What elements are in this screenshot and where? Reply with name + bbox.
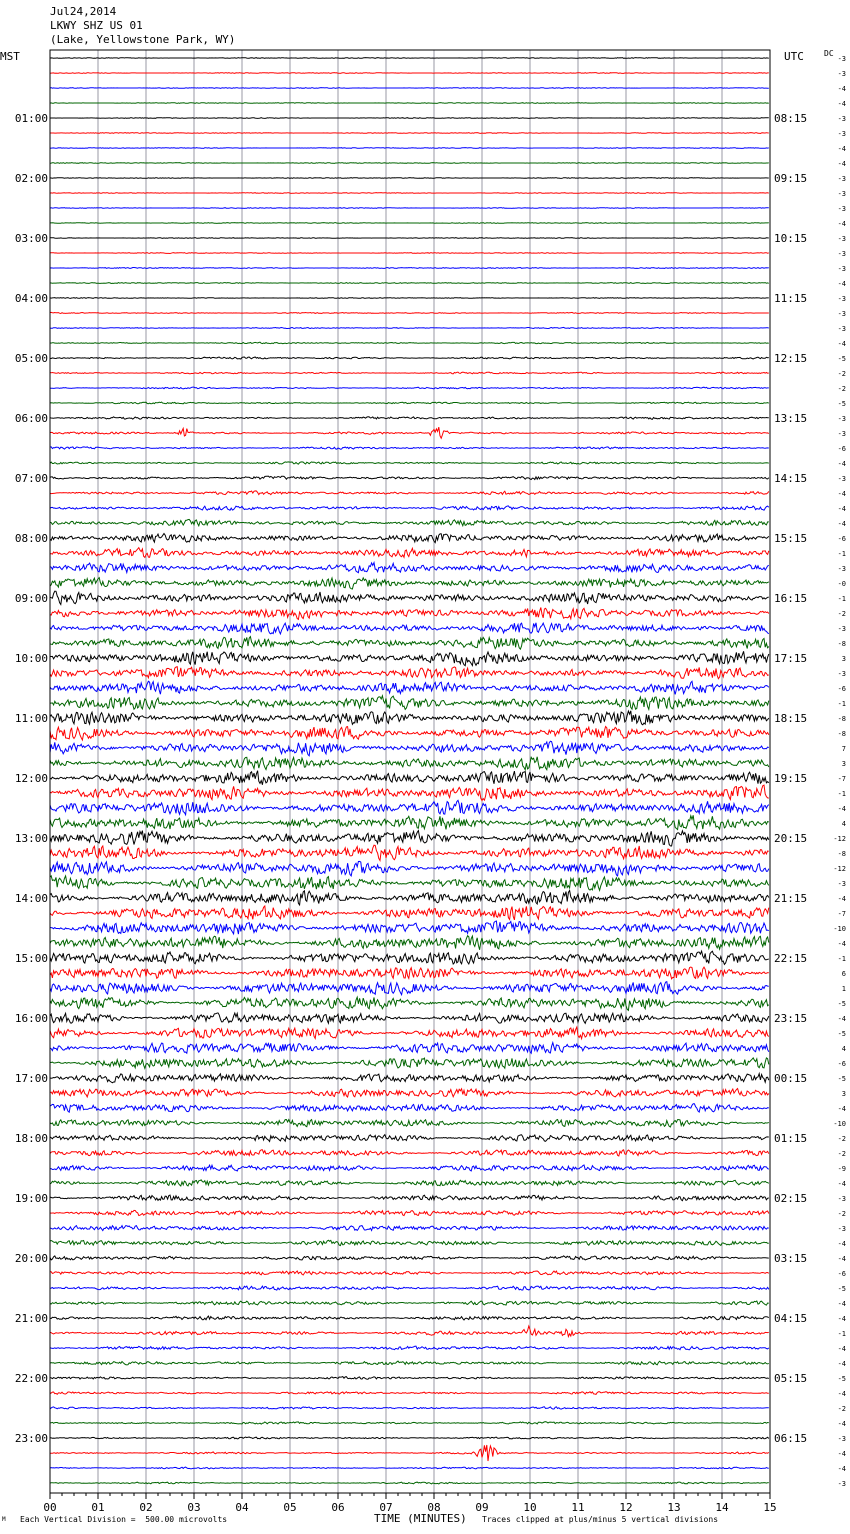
dc-offset-label: -1 — [837, 1330, 846, 1338]
utc-hour-label: 02:15 — [774, 1192, 808, 1205]
utc-hour-label: 12:15 — [774, 352, 808, 365]
trace-19 — [50, 327, 769, 328]
chart-subtitle: (Lake, Yellowstone Park, WY) — [50, 33, 236, 46]
dc-offset-label: -4 — [837, 505, 846, 513]
utc-hour-label: 00:15 — [774, 1072, 808, 1085]
dc-offset-label: -8 — [837, 715, 846, 723]
dc-offset-label: 4 — [841, 1045, 846, 1053]
dc-offset-label: -5 — [837, 1075, 846, 1083]
dc-offset-label: -7 — [837, 910, 846, 918]
mst-hour-label: 23:00 — [14, 1432, 48, 1445]
utc-hour-labels — [774, 112, 807, 1445]
dc-offset-label: -3 — [837, 1195, 846, 1203]
dc-offset-label: -3 — [837, 415, 846, 423]
utc-axis-label: UTC — [784, 50, 804, 63]
dc-offset-label: -1 — [837, 790, 846, 798]
mst-hour-label: 22:00 — [14, 1372, 48, 1385]
utc-hour-label: 21:15 — [774, 892, 808, 905]
dc-offset-label: -0 — [837, 580, 846, 588]
trace-94 — [50, 1445, 769, 1461]
dc-offset-label: -4 — [837, 280, 846, 288]
dc-offset-label: -4 — [837, 805, 846, 813]
x-tick-label: 05 — [283, 1501, 297, 1514]
dc-offset-label: -4 — [837, 1255, 846, 1263]
trace-11 — [50, 208, 769, 209]
trace-17 — [50, 298, 769, 299]
x-tick-label: 15 — [763, 1501, 777, 1514]
utc-hour-label: 14:15 — [774, 472, 808, 485]
trace-73 — [50, 1135, 769, 1142]
trace-33 — [50, 534, 769, 543]
mst-hour-label: 01:00 — [14, 112, 48, 125]
trace-42 — [50, 667, 769, 679]
mst-hour-labels — [15, 112, 48, 1445]
mst-hour-label: 15:00 — [14, 952, 48, 965]
trace-16 — [50, 283, 769, 284]
dc-offset-label: -6 — [837, 535, 846, 543]
trace-43 — [50, 681, 769, 694]
x-tick-label: 01 — [91, 1501, 105, 1514]
x-tick-label: 12 — [619, 1501, 633, 1514]
trace-27 — [50, 447, 769, 449]
trace-71 — [50, 1104, 769, 1112]
trace-13 — [50, 238, 769, 239]
trace-21 — [50, 357, 769, 359]
dc-offset-labels — [833, 55, 846, 1488]
trace-92 — [50, 1422, 769, 1424]
dc-offset-label: -3 — [837, 55, 846, 63]
utc-hour-label: 17:15 — [774, 652, 808, 665]
x-axis-title: TIME (MINUTES) — [374, 1512, 467, 1525]
trace-30 — [50, 491, 769, 495]
dc-offset-label: -4 — [837, 1300, 846, 1308]
trace-85 — [50, 1316, 769, 1320]
minute-gridlines — [98, 50, 722, 1493]
trace-36 — [50, 578, 769, 589]
trace-76 — [50, 1180, 769, 1186]
trace-70 — [50, 1089, 769, 1098]
dc-offset-label: -3 — [837, 310, 846, 318]
dc-offset-label: -12 — [833, 865, 846, 873]
mst-hour-label: 03:00 — [14, 232, 48, 245]
dc-offset-label: -3 — [837, 1435, 846, 1443]
dc-offset-label: -4 — [837, 520, 846, 528]
trace-83 — [50, 1286, 769, 1290]
dc-offset-label: -2 — [837, 1135, 846, 1143]
trace-39 — [50, 623, 769, 634]
dc-offset-label: -1 — [837, 595, 846, 603]
utc-hour-label: 20:15 — [774, 832, 808, 845]
dc-offset-label: -3 — [837, 880, 846, 888]
dc-offset-label: -4 — [837, 1240, 846, 1248]
dc-offset-label: -2 — [837, 1405, 846, 1413]
mst-axis-label: MST — [0, 50, 20, 63]
trace-15 — [50, 268, 769, 269]
dc-offset-label: -3 — [837, 190, 846, 198]
utc-hour-label: 01:15 — [774, 1132, 808, 1145]
trace-96 — [50, 1482, 769, 1484]
utc-hour-label: 15:15 — [774, 532, 808, 545]
trace-31 — [50, 506, 769, 510]
trace-78 — [50, 1210, 769, 1215]
dc-offset-label: -3 — [837, 325, 846, 333]
mst-hour-label: 14:00 — [14, 892, 48, 905]
clip-note: Traces clipped at plus/minus 5 vertical divisions — [482, 1515, 719, 1524]
trace-82 — [50, 1271, 769, 1275]
trace-61 — [50, 951, 769, 964]
trace-40 — [50, 637, 769, 650]
dc-offset-label: -3 — [837, 430, 846, 438]
dc-offset-label: -1 — [837, 550, 846, 558]
trace-52 — [50, 815, 769, 829]
trace-81 — [50, 1256, 769, 1260]
x-tick-label: 13 — [667, 1501, 681, 1514]
mst-hour-label: 08:00 — [14, 532, 48, 545]
trace-37 — [50, 591, 769, 604]
trace-64 — [50, 997, 769, 1010]
trace-26 — [50, 427, 769, 438]
trace-53 — [50, 831, 769, 846]
trace-24 — [50, 402, 769, 404]
dc-offset-label: -2 — [837, 610, 846, 618]
trace-45 — [50, 711, 769, 725]
trace-8 — [50, 163, 769, 164]
trace-38 — [50, 608, 769, 620]
dc-offset-label: -3 — [837, 625, 846, 633]
dc-offset-label: -3 — [837, 1225, 846, 1233]
mst-hour-label: 06:00 — [14, 412, 48, 425]
trace-20 — [50, 342, 769, 344]
dc-offset-label: -4 — [837, 160, 846, 168]
dc-offset-label: -3 — [837, 1480, 846, 1488]
mst-hour-label: 12:00 — [14, 772, 48, 785]
mst-hour-label: 04:00 — [14, 292, 48, 305]
trace-2 — [50, 73, 769, 74]
trace-75 — [50, 1165, 769, 1171]
trace-80 — [50, 1240, 769, 1245]
dc-offset-label: -2 — [837, 1150, 846, 1158]
logo-mark: M — [2, 1516, 6, 1523]
dc-offset-label: -4 — [837, 1450, 846, 1458]
trace-7 — [50, 148, 769, 149]
trace-49 — [50, 771, 769, 785]
trace-62 — [50, 967, 769, 979]
trace-46 — [50, 727, 769, 741]
dc-offset-label: -4 — [837, 940, 846, 948]
mst-hour-label: 19:00 — [14, 1192, 48, 1205]
mst-hour-label: 07:00 — [14, 472, 48, 485]
mst-hour-label: 21:00 — [14, 1312, 48, 1325]
trace-91 — [50, 1407, 769, 1409]
trace-6 — [50, 133, 769, 134]
utc-hour-label: 18:15 — [774, 712, 808, 725]
dc-offset-label: -9 — [837, 1165, 846, 1173]
trace-68 — [50, 1058, 769, 1068]
trace-51 — [50, 800, 769, 814]
dc-offset-label: -4 — [837, 1015, 846, 1023]
trace-60 — [50, 936, 769, 950]
trace-23 — [50, 387, 769, 389]
dc-offset-label: -3 — [837, 250, 846, 258]
trace-74 — [50, 1150, 769, 1156]
x-tick-label: 10 — [523, 1501, 537, 1514]
utc-hour-label: 11:15 — [774, 292, 808, 305]
utc-hour-label: 04:15 — [774, 1312, 808, 1325]
dc-offset-label: -3 — [837, 175, 846, 183]
utc-hour-label: 10:15 — [774, 232, 808, 245]
x-tick-label: 02 — [139, 1501, 153, 1514]
x-tick-label: 07 — [379, 1501, 393, 1514]
dc-offset-label: -4 — [837, 1105, 846, 1113]
dc-offset-label: -7 — [837, 775, 846, 783]
utc-hour-label: 13:15 — [774, 412, 808, 425]
dc-offset-label: -3 — [837, 205, 846, 213]
mst-hour-label: 05:00 — [14, 352, 48, 365]
dc-offset-label: -4 — [837, 460, 846, 468]
utc-hour-label: 19:15 — [774, 772, 808, 785]
utc-hour-label: 09:15 — [774, 172, 808, 185]
dc-offset-label: 6 — [841, 970, 846, 978]
dc-offset-label: -4 — [837, 895, 846, 903]
trace-89 — [50, 1377, 769, 1380]
trace-34 — [50, 548, 769, 558]
dc-offset-label: -1 — [837, 955, 846, 963]
utc-hour-label: 23:15 — [774, 1012, 808, 1025]
dc-offset-label: -4 — [837, 1360, 846, 1368]
utc-hour-label: 03:15 — [774, 1252, 808, 1265]
mst-hour-label: 02:00 — [14, 172, 48, 185]
trace-44 — [50, 696, 769, 710]
trace-28 — [50, 462, 769, 464]
trace-48 — [50, 757, 769, 770]
trace-35 — [50, 563, 769, 573]
dc-offset-label: -2 — [837, 385, 846, 393]
x-tick-label: 04 — [235, 1501, 249, 1514]
x-tick-label: 11 — [571, 1501, 585, 1514]
utc-hour-label: 22:15 — [774, 952, 808, 965]
mst-hour-label: 10:00 — [14, 652, 48, 665]
dc-offset-label: -6 — [837, 1270, 846, 1278]
dc-offset-label: -3 — [837, 565, 846, 573]
dc-offset-label: -4 — [837, 1315, 846, 1323]
dc-offset-label: 7 — [841, 745, 846, 753]
trace-55 — [50, 861, 769, 876]
trace-5 — [50, 118, 769, 119]
dc-offset-label: -4 — [837, 490, 846, 498]
x-axis-ticks — [43, 1493, 776, 1514]
dc-offset-label: -12 — [833, 835, 846, 843]
trace-77 — [50, 1195, 769, 1201]
trace-9 — [50, 178, 769, 179]
dc-offset-label: 3 — [841, 655, 846, 663]
dc-offset-label: -3 — [837, 475, 846, 483]
x-tick-label: 06 — [331, 1501, 345, 1514]
dc-offset-label: -4 — [837, 1345, 846, 1353]
mst-hour-label: 13:00 — [14, 832, 48, 845]
trace-67 — [50, 1043, 769, 1054]
dc-offset-label: 3 — [841, 760, 846, 768]
dc-offset-label: -4 — [837, 220, 846, 228]
trace-1 — [50, 58, 769, 59]
trace-88 — [50, 1361, 769, 1365]
dc-offset-label: 1 — [841, 985, 846, 993]
x-tick-label: 08 — [427, 1501, 441, 1514]
dc-offset-label: 4 — [841, 820, 846, 828]
dc-offset-label: -5 — [837, 1285, 846, 1293]
trace-12 — [50, 223, 769, 224]
trace-54 — [50, 845, 769, 860]
trace-4 — [50, 103, 769, 104]
trace-56 — [50, 876, 769, 890]
dc-offset-label: -5 — [837, 1375, 846, 1383]
dc-offset-label: 3 — [841, 1090, 846, 1098]
trace-32 — [50, 519, 769, 525]
x-tick-label: 03 — [187, 1501, 201, 1514]
trace-95 — [50, 1467, 769, 1469]
trace-59 — [50, 921, 769, 934]
dc-offset-label: -3 — [837, 295, 846, 303]
trace-41 — [50, 651, 769, 665]
trace-63 — [50, 982, 769, 995]
trace-58 — [50, 906, 769, 920]
dc-offset-label: -2 — [837, 1210, 846, 1218]
dc-offset-label: -3 — [837, 115, 846, 123]
mst-hour-label: 16:00 — [14, 1012, 48, 1025]
seismic-traces — [50, 58, 769, 1484]
mst-hour-label: 17:00 — [14, 1072, 48, 1085]
scale-note: Each Vertical Division = 500.00 microvolts — [20, 1515, 228, 1524]
trace-47 — [50, 741, 769, 756]
trace-72 — [50, 1120, 769, 1128]
dc-offset-label: -4 — [837, 1420, 846, 1428]
utc-hour-label: 16:15 — [774, 592, 808, 605]
trace-90 — [50, 1392, 769, 1395]
mst-hour-label: 09:00 — [14, 592, 48, 605]
trace-86 — [50, 1326, 769, 1336]
mst-hour-label: 20:00 — [14, 1252, 48, 1265]
trace-3 — [50, 88, 769, 89]
dc-offset-label: -5 — [837, 355, 846, 363]
mst-hour-label: 18:00 — [14, 1132, 48, 1145]
trace-84 — [50, 1301, 769, 1305]
trace-93 — [50, 1437, 769, 1439]
dc-offset-label: -4 — [837, 1465, 846, 1473]
dc-offset-label: -4 — [837, 85, 846, 93]
trace-50 — [50, 785, 769, 800]
dc-offset-label: -3 — [837, 70, 846, 78]
trace-87 — [50, 1346, 769, 1350]
trace-79 — [50, 1226, 769, 1231]
trace-18 — [50, 312, 769, 313]
dc-offset-label: -4 — [837, 340, 846, 348]
dc-offset-label: -10 — [833, 1120, 846, 1128]
x-tick-label: 14 — [715, 1501, 729, 1514]
utc-hour-label: 06:15 — [774, 1432, 808, 1445]
dc-offset-label: -4 — [837, 145, 846, 153]
dc-column-label: DC — [824, 49, 834, 58]
dc-offset-label: -8 — [837, 640, 846, 648]
utc-hour-label: 08:15 — [774, 112, 808, 125]
dc-offset-label: -8 — [837, 730, 846, 738]
x-tick-label: 09 — [475, 1501, 489, 1514]
chart-title: LKWY SHZ US 01 — [50, 19, 143, 32]
trace-57 — [50, 891, 769, 905]
dc-offset-label: -1 — [837, 700, 846, 708]
dc-offset-label: -3 — [837, 235, 846, 243]
trace-25 — [50, 417, 769, 420]
dc-offset-label: -3 — [837, 670, 846, 678]
mst-hour-label: 11:00 — [14, 712, 48, 725]
dc-offset-label: -4 — [837, 1390, 846, 1398]
trace-69 — [50, 1074, 769, 1083]
trace-14 — [50, 253, 769, 254]
trace-66 — [50, 1027, 769, 1039]
dc-offset-label: -3 — [837, 130, 846, 138]
dc-offset-label: -6 — [837, 685, 846, 693]
trace-10 — [50, 193, 769, 194]
utc-hour-label: 05:15 — [774, 1372, 808, 1385]
dc-offset-label: -8 — [837, 850, 846, 858]
dc-offset-label: -5 — [837, 1030, 846, 1038]
trace-29 — [50, 476, 769, 479]
trace-65 — [50, 1013, 769, 1023]
dc-offset-label: -3 — [837, 265, 846, 273]
dc-offset-label: -5 — [837, 400, 846, 408]
dc-offset-label: -6 — [837, 1060, 846, 1068]
dc-offset-label: -2 — [837, 370, 846, 378]
x-tick-label: 00 — [43, 1501, 57, 1514]
dc-offset-label: -4 — [837, 1180, 846, 1188]
dc-offset-label: -5 — [837, 1000, 846, 1008]
dc-offset-label: -10 — [833, 925, 846, 933]
trace-22 — [50, 372, 769, 374]
dc-offset-label: -6 — [837, 445, 846, 453]
dc-offset-label: -4 — [837, 100, 846, 108]
plot-frame — [50, 50, 770, 1493]
chart-date: Jul24,2014 — [50, 5, 117, 18]
